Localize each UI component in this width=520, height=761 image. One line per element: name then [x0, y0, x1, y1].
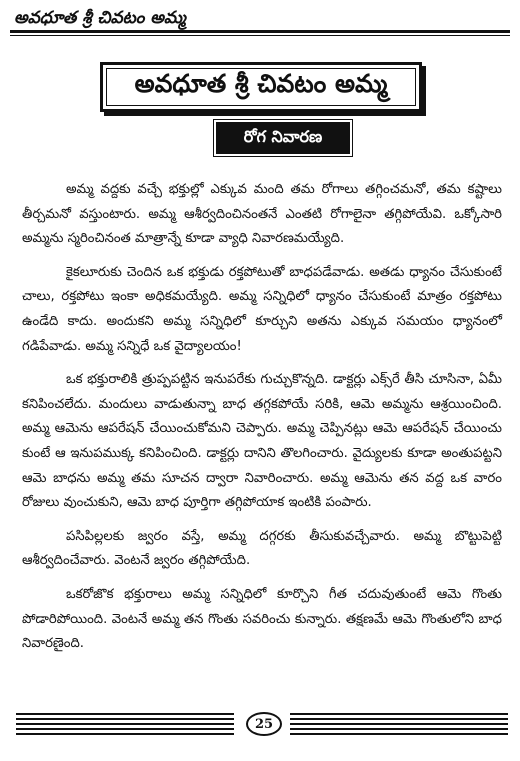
header-rule — [10, 30, 510, 33]
page-footer — [16, 710, 508, 742]
paragraph: ఒక భక్తురాలికి త్రుప్పపట్టిన ఇనుపరేకు గుచ్చుకొన్నది. డాక్టర్లు ఎక్స్‌రే తీసి చూసినా, ఏమీ కనిపించలేదు. మందులు వాడుతున్నా బాధ తగ్గకపోయే సరికి, ఆమె అమ్మను ఆశ్రయించింది. అమ్మ ఆమెను ఆపరేషన్ చేయించుకోమని చెప్పారు. అమ్మ చెప్పినట్లు ఆమె ఆపరేషన్ చేయించు కుంటే ఆ ఇనుపముక్క కనిపించింది. డాక్టర్లు దానిని తొలగించారు. వైద్యులకు కూడా అంతుపట్టని ఆమె బాధను అమ్మ తమ సూచన ద్వారా నివారించారు. అమ్మ ఆమెను తన వద్ద ఒక వారం రోజులు వుంచుకుని, ఆమె బాధ పూర్తిగా తగ్గిపోయాక ఇంటికి పంపారు. — [22, 372, 502, 511]
running-head-text: అవధూత శ్రీ చివటం అమ్మ — [14, 8, 186, 28]
header-rule-thin — [10, 35, 510, 36]
footer-stripes-left — [16, 713, 234, 737]
footer-stripes-right — [290, 713, 508, 737]
paragraph: పసిపిల్లలకు జ్వరం వస్తే, అమ్మ దగ్గరకు తీసుకువచ్చేవారు. అమ్మ బొట్టుపెట్టి ఆశీర్వదించేవారు. వెంటనే జ్వరం తగ్గిపోయేది. — [22, 528, 502, 569]
body-text — [22, 178, 502, 666]
running-head — [10, 6, 510, 34]
page-title: అవధూత శ్రీ చివటం అమ్మ — [134, 69, 388, 98]
paragraph: అమ్మ వద్దకు వచ్చే భక్తుల్లో ఎక్కువ మంది తమ రోగాలు తగ్గించమనో, తమ కష్టాలు తీర్చమనో వస్తుంటారు. అమ్మ ఆశీర్వదించినంతనే ఎంతటి రోగాలైనా తగ్గిపోయేవి. ఒక్కోసారి అమ్మను స్మరించినంత మాత్రాన్నే కూడా వ్యాధి నివారణమయ్యేది. — [22, 182, 502, 247]
section-heading: రోగ నివారణ — [243, 126, 323, 146]
section-banner — [216, 122, 350, 154]
page-number: 25 — [246, 712, 282, 736]
paragraph: కైకలూరుకు చెందిన ఒక భక్తుడు రక్తపోటుతో బాధపడేవాడు. అతడు ధ్యానం చేసుకుంటే చాలు, రక్తపోటు ఇంకా అధికమయ్యేది. అమ్మ సన్నిధిలో ధ్యానం చేసుకుంటే మాత్రం రక్తపోటు ఉండేది కాదు. అందుకని అమ్మ సన్నిధిలో కూర్చుని అతను ఎక్కువ సమయం ధ్యానంలో గడిపేవాడు. అమ్మ సన్నిధే ఒక వైద్యాలయం! — [22, 264, 502, 354]
title-box — [100, 62, 422, 112]
paragraph: ఒకరోజొక భక్తురాలు అమ్మ సన్నిధిలో కూర్చొని గీత చదువుతుంటే ఆమె గొంతు పోడారిపోయింది. వెంటనే అమ్మ తన గొంతు సవరించు కున్నారు. తక్షణమే ఆమె గొంతులోని బాధ నివారణైంది. — [22, 586, 502, 652]
